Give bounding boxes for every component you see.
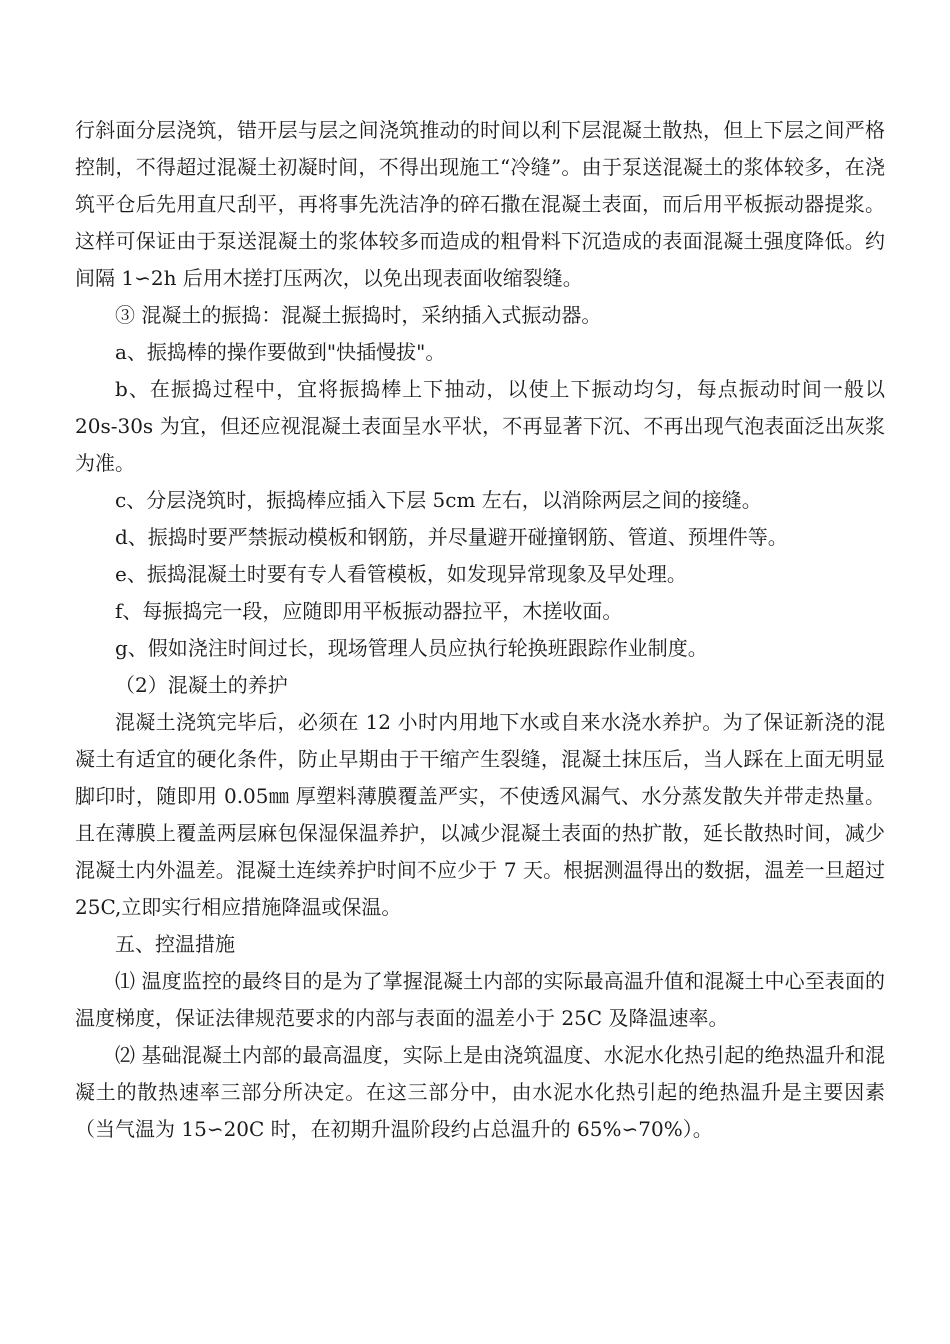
paragraph-item-b: b、在振捣过程中，宜将振捣棒上下抽动，以使上下振动均匀，每点振动时间一般以 20s-30s 为宜，但还应视混凝土表面呈水平状，不再显著下沉、不再出现气泡表面泛出灰浆为准。	[75, 377, 885, 475]
paragraph-item-e: e、振捣混凝土时要有专人看管模板，如发现异常现象及早处理。	[115, 562, 687, 586]
section-heading-temperature-control: 五、控温措施	[115, 932, 235, 956]
paragraph-curing: 混凝土浇筑完毕后，必须在 12 小时内用地下水或自来水浇水养护。为了保证新浇的混凝土有适宜的硬化条件，防止早期由于干缩产生裂缝，混凝土抹压后，当人踩在上面无明显脚印时，随即用 0.05㎜ 厚塑料薄膜覆盖严实，不使透风漏气、水分蒸发散失并带走热量。且在薄膜上覆盖两层麻包保湿保温养护，以减少混凝土表面的热扩散，延长散热时间，减少混凝土内外温差。混凝土连续养护时间不应少于 7 天。根据测温得出的数据，温差一旦超过 25C,立即实行相应措施降温或保温。	[75, 710, 885, 919]
paragraph-item-c: c、分层浇筑时，振捣棒应插入下层 5cm 左右，以消除两层之间的接缝。	[115, 488, 762, 512]
section-heading-curing: （2）混凝土的养护	[115, 673, 288, 697]
paragraph-vibration-intro: ③ 混凝土的振捣：混凝土振捣时，采纳插入式振动器。	[115, 303, 602, 327]
paragraph-continuation: 行斜面分层浇筑，错开层与层之间浇筑推动的时间以利下层混凝土散热，但上下层之间严格控制，不得超过混凝土初凝时间，不得出现施工“冷缝”。由于泵送混凝土的浆体较多，在浇筑平仓后先用直尺刮平，再将事先洗洁净的碎石撒在混凝土表面，而后用平板振动器提浆。这样可保证由于泵送混凝土的浆体较多而造成的粗骨料下沉造成的表面混凝土强度降低。约间隔 1∽2h 后用木搓打压两次，以免出现表面收缩裂缝。	[75, 118, 885, 290]
paragraph-item-f: f、每振捣完一段，应随即用平板振动器拉平，木搓收面。	[115, 599, 623, 623]
paragraph-item-d: d、振捣时要严禁振动模板和钢筋，并尽量避开碰撞钢筋、管道、预埋件等。	[115, 525, 788, 549]
paragraph-temperature-2: ⑵ 基础混凝土内部的最高温度，实际上是由浇筑温度、水泥水化热引起的绝热温升和混凝土的散热速率三部分所决定。在这三部分中，由水泥水化热引起的绝热温升是主要因素（当气温为 15∽20C 时，在初期升温阶段约占总温升的 65%∽70%）。	[75, 1043, 885, 1141]
document-page	[75, 112, 885, 1148]
paragraph-item-a: a、振捣棒的操作要做到"快插慢拔"。	[115, 340, 446, 364]
paragraph-item-g: g、假如浇注时间过长，现场管理人员应执行轮换班跟踪作业制度。	[115, 636, 708, 660]
paragraph-temperature-1: ⑴ 温度监控的最终目的是为了掌握混凝土内部的实际最高温升值和混凝土中心至表面的温度梯度，保证法律规范要求的内部与表面的温差小于 25C 及降温速率。	[75, 969, 885, 1030]
